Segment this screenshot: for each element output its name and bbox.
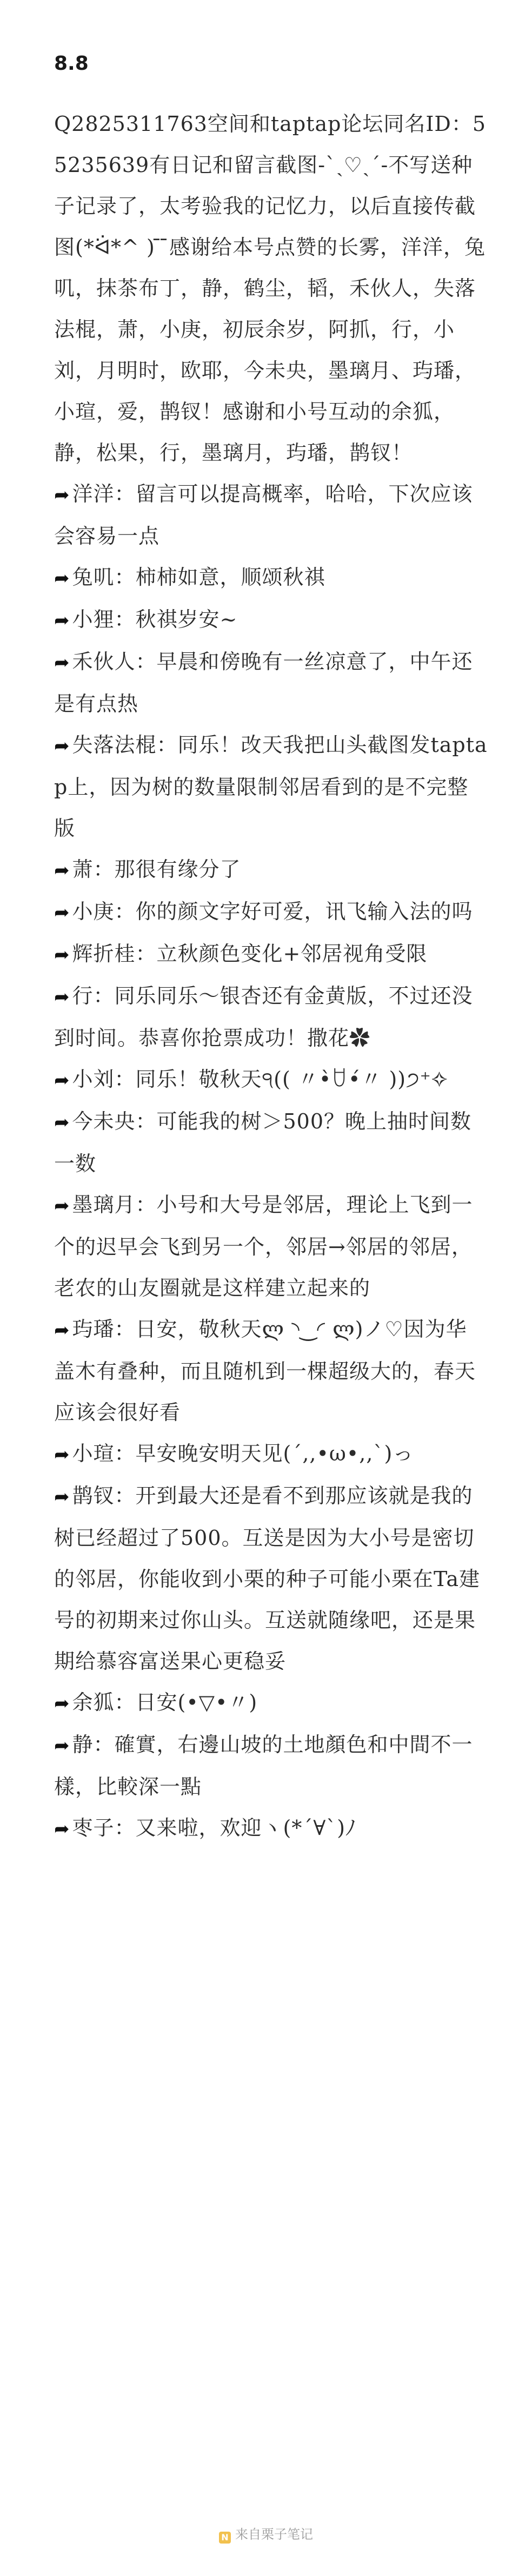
arrow-right-icon: ➦ [54,1735,70,1757]
reply-item [54,1807,488,1850]
arrow-right-icon: ➦ [54,986,70,1008]
reply-text: 失落法棍：同乐！改天我把山头截图发taptap上，因为树的数量限制邻居看到的是不完整版 [54,733,488,841]
arrow-right-icon: ➦ [54,484,70,506]
reply-text: 今未央：可能我的树＞500？晚上抽时间数一数 [54,1109,472,1176]
reply-item [54,1309,488,1433]
reply-item [54,724,488,849]
reply-text: 枣子：又来啦，欢迎ヽ(*´∀`)ﾉ [72,1816,357,1840]
reply-item [54,1433,488,1475]
reply-text: 小刘：同乐！敬秋天੧(( 〃•̀ꇴ•́〃 ))੭⁺✧ [72,1067,448,1092]
arrow-right-icon: ➦ [54,652,70,674]
reply-item [54,1724,488,1807]
reply-text: 洋洋：留言可以提高概率，哈哈，下次应该会容易一点 [54,482,473,549]
reply-text: 小庚：你的颜文字好可爱，讯飞输入法的吗 [72,900,473,924]
arrow-right-icon: ➦ [54,1693,70,1715]
arrow-right-icon: ➦ [54,1486,70,1508]
reply-text: 行：同乐同乐～银杏还有金黄版，不过还没到时间。恭喜你抢票成功！撒花✿ [54,984,473,1051]
reply-text: 小瑄：早安晚安明天见(´,,•ω•,,`)っ [72,1442,414,1466]
reply-item [54,599,488,641]
reply-text: 兔叽：柿柿如意，顺颂秋祺 [72,565,325,590]
reply-list [54,473,488,1850]
reply-item [54,1475,488,1682]
arrow-right-icon: ➦ [54,610,70,632]
reply-item [54,557,488,599]
reply-text: 墨璃月：小号和大号是邻居，理论上飞到一个的迟早会飞到另一个，邻居→邻居的邻居，老农的山友圈就是这样建立起来的 [54,1193,473,1300]
note-body [54,103,488,1850]
arrow-right-icon: ➦ [54,1069,70,1092]
note-date: 8.8 [54,52,89,75]
reply-text: 辉折桂：立秋颜色变化+邻居视角受限 [72,942,428,966]
reply-text: 静：確實，右邊山坡的土地顏色和中間不一樣，比較深一點 [54,1733,473,1799]
reply-item [54,1059,488,1101]
reply-text: 玙璠：日安，敬秋天ლ ◝‿◜ ლ)ノ♡因为华盖木有叠种，而且随机到一棵超级大的，春天应该会很好看 [54,1317,476,1425]
reply-item [54,1682,488,1724]
reply-item [54,473,488,557]
arrow-right-icon: ➦ [54,902,70,924]
reply-text: 萧：那很有缘分了 [72,857,241,882]
footer-text: 来自栗子笔记 [235,2527,313,2542]
arrow-right-icon: ➦ [54,1319,70,1342]
notebook-icon: N [219,2532,231,2544]
reply-text: 禾伙人：早晨和傍晚有一丝凉意了，中午还是有点热 [54,650,473,716]
reply-item [54,641,488,724]
reply-item [54,1101,488,1184]
arrow-right-icon: ➦ [54,944,70,966]
reply-item [54,1184,488,1309]
reply-item [54,891,488,933]
arrow-right-icon: ➦ [54,860,70,882]
arrow-right-icon: ➦ [54,1112,70,1134]
reply-text: 小狸：秋祺岁安~ [72,607,238,632]
reply-item [54,933,488,975]
arrow-right-icon: ➦ [54,1818,70,1840]
intro-paragraph: Q2825311763空间和taptap论坛同名ID：55235639有日记和留言截图-`ˏ♡ˎ´-不写送种子记录了，太考验我的记忆力，以后直接传截图(*ᐛ*^ ) ̄ ̄感谢给本号点赞的长雾，洋洋，兔叽，抹茶布丁，静，鹤尘，韬，禾伙人，失落法棍，萧，小庚，初辰余岁，阿抓，行，小刘，月明时，欧耶，今未央，墨璃月、玙璠，小瑄，爱，鹊钗！感谢和小号互动的余狐，静，松果，行，墨璃月，玙璠，鹊钗！ [54,112,487,465]
reply-text: 鹊钗：开到最大还是看不到那应该就是我的树已经超过了500。互送是因为大小号是密切的邻居，你能收到小栗的种子可能小栗在Ta建号的初期来过你山头。互送就随缘吧，还是果期给慕容富送果心更稳妥 [54,1484,481,1674]
reply-text: 余狐：日安(•▽•〃) [72,1690,258,1715]
footer [0,2524,532,2544]
reply-item [54,975,488,1059]
arrow-right-icon: ➦ [54,735,70,757]
arrow-right-icon: ➦ [54,1195,70,1217]
reply-item [54,849,488,891]
arrow-right-icon: ➦ [54,1444,70,1466]
arrow-right-icon: ➦ [54,567,70,590]
